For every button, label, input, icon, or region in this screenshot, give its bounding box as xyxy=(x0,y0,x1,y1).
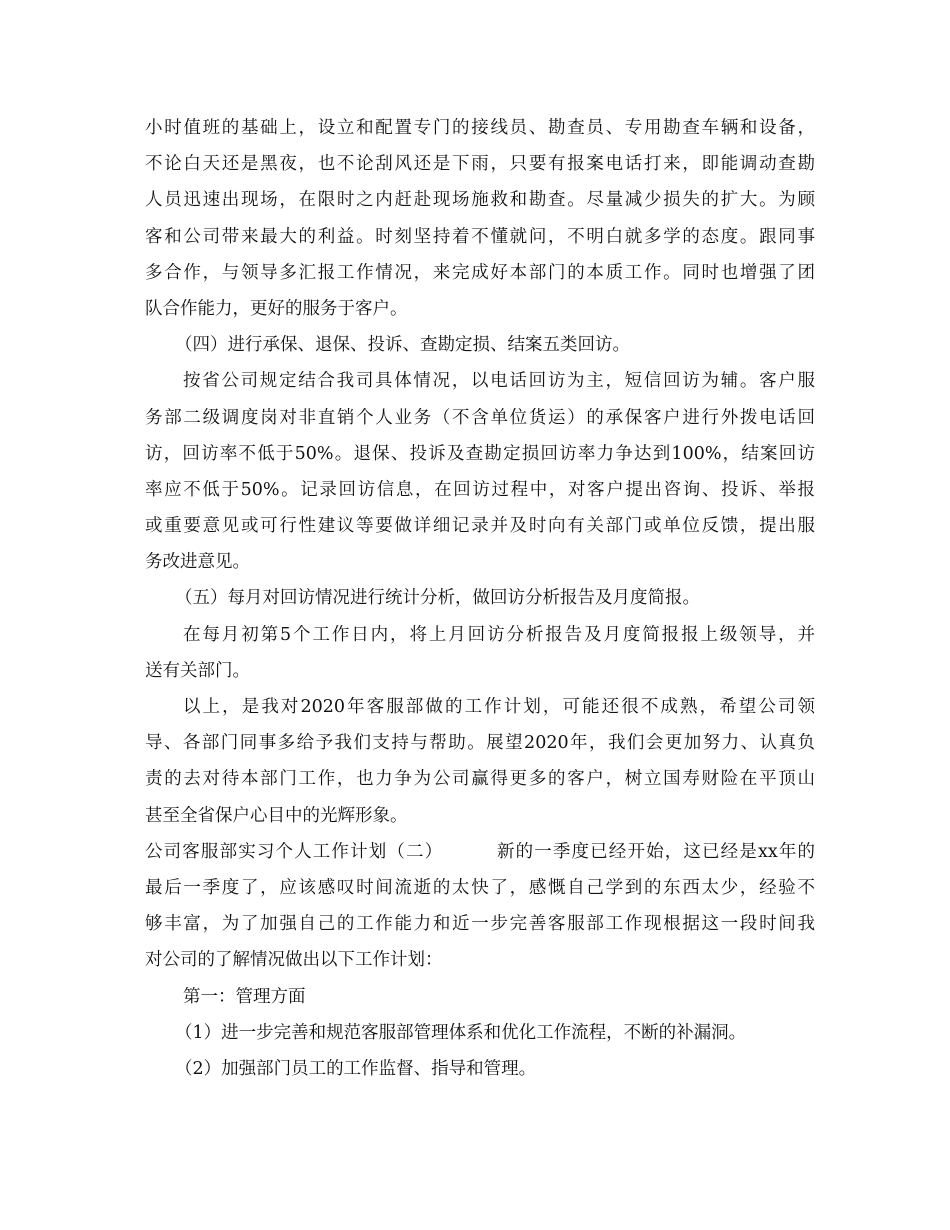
text-line: 率应不低于50%。记录回访信息，在回访过程中，对客户提出咨询、投诉、举报 xyxy=(145,479,815,500)
text-line: 甚至全省保户心目中的光辉形象。 xyxy=(145,805,408,826)
text-line: 责的去对待本部门工作，也力争为公司赢得更多的客户，树立国寿财险在平顶山 xyxy=(145,769,815,790)
text-line: 多合作，与领导多汇报工作情况，来完成好本部门的本质工作。同时也增强了团 xyxy=(145,262,815,283)
text-line: 导、各部门同事多给予我们支持与帮助。展望2020年，我们会更加努力、认真负 xyxy=(145,733,815,754)
text-line: 在每月初第5个工作日内，将上月回访分析报告及月度简报报上级领导，并 xyxy=(183,624,815,645)
text-line: 小时值班的基础上，设立和配置专门的接线员、勘查员、专用勘查车辆和设备， xyxy=(145,118,815,138)
text-line: 或重要意见或可行性建议等要做详细记录并及时向有关部门或单位反馈，提出服 xyxy=(145,516,815,537)
text-line: 按省公司规定结合我司具体情况，以电话回访为主，短信回访为辅。客户服 xyxy=(183,371,815,392)
list-item: （2）加强部门员工的工作监督、指导和管理。 xyxy=(175,1058,537,1079)
list-item: （1）进一步完善和规范客服部管理体系和优化工作流程，不断的补漏洞。 xyxy=(175,1022,747,1043)
section-heading: （五）每月对回访情况进行统计分析，做回访分析报告及月度简报。 xyxy=(175,588,700,609)
text-line: 不论白天还是黑夜，也不论刮风还是下雨，只要有报案电话打来，即能调动查勘 xyxy=(145,154,815,175)
section-heading: （四）进行承保、退保、投诉、查勘定损、结案五类回访。 xyxy=(175,335,630,356)
text-line: 对公司的了解情况做出以下工作计划： xyxy=(145,950,443,971)
text-line: 够丰富，为了加强自己的工作能力和近一步完善客服部工作现根据这一段时间我 xyxy=(145,914,815,935)
text-line: 人员迅速出现场，在限时之内赶赴现场施救和勘查。尽量减少损失的扩大。为顾 xyxy=(145,190,815,211)
text-line: 最后一季度了，应该感叹时间流逝的太快了，感慨自己学到的东西太少，经验不 xyxy=(145,877,815,898)
text-line: 送有关部门。 xyxy=(145,660,250,681)
text-line: 务部二级调度岗对非直销个人业务（不含单位货运）的承保客户进行外拨电话回 xyxy=(145,407,815,428)
document-title-line: 公司客服部实习个人工作计划（二） 新的一季度已经开始，这已经是xx年的 xyxy=(145,841,815,862)
document-body xyxy=(145,110,815,1087)
text-line: 客和公司带来最大的利益。时刻坚持着不懂就问，不明白就多学的态度。跟同事 xyxy=(145,226,815,247)
text-line: 访，回访率不低于50%。退保、投诉及查勘定损回访率力争达到100%，结案回访 xyxy=(145,443,815,464)
text-line: 务改进意见。 xyxy=(145,552,250,573)
section-heading: 第一：管理方面 xyxy=(183,986,306,1007)
text-line: 以上，是我对2020年客服部做的工作计划，可能还很不成熟，希望公司领 xyxy=(183,697,815,717)
text-line: 队合作能力，更好的服务于客户。 xyxy=(145,298,408,319)
